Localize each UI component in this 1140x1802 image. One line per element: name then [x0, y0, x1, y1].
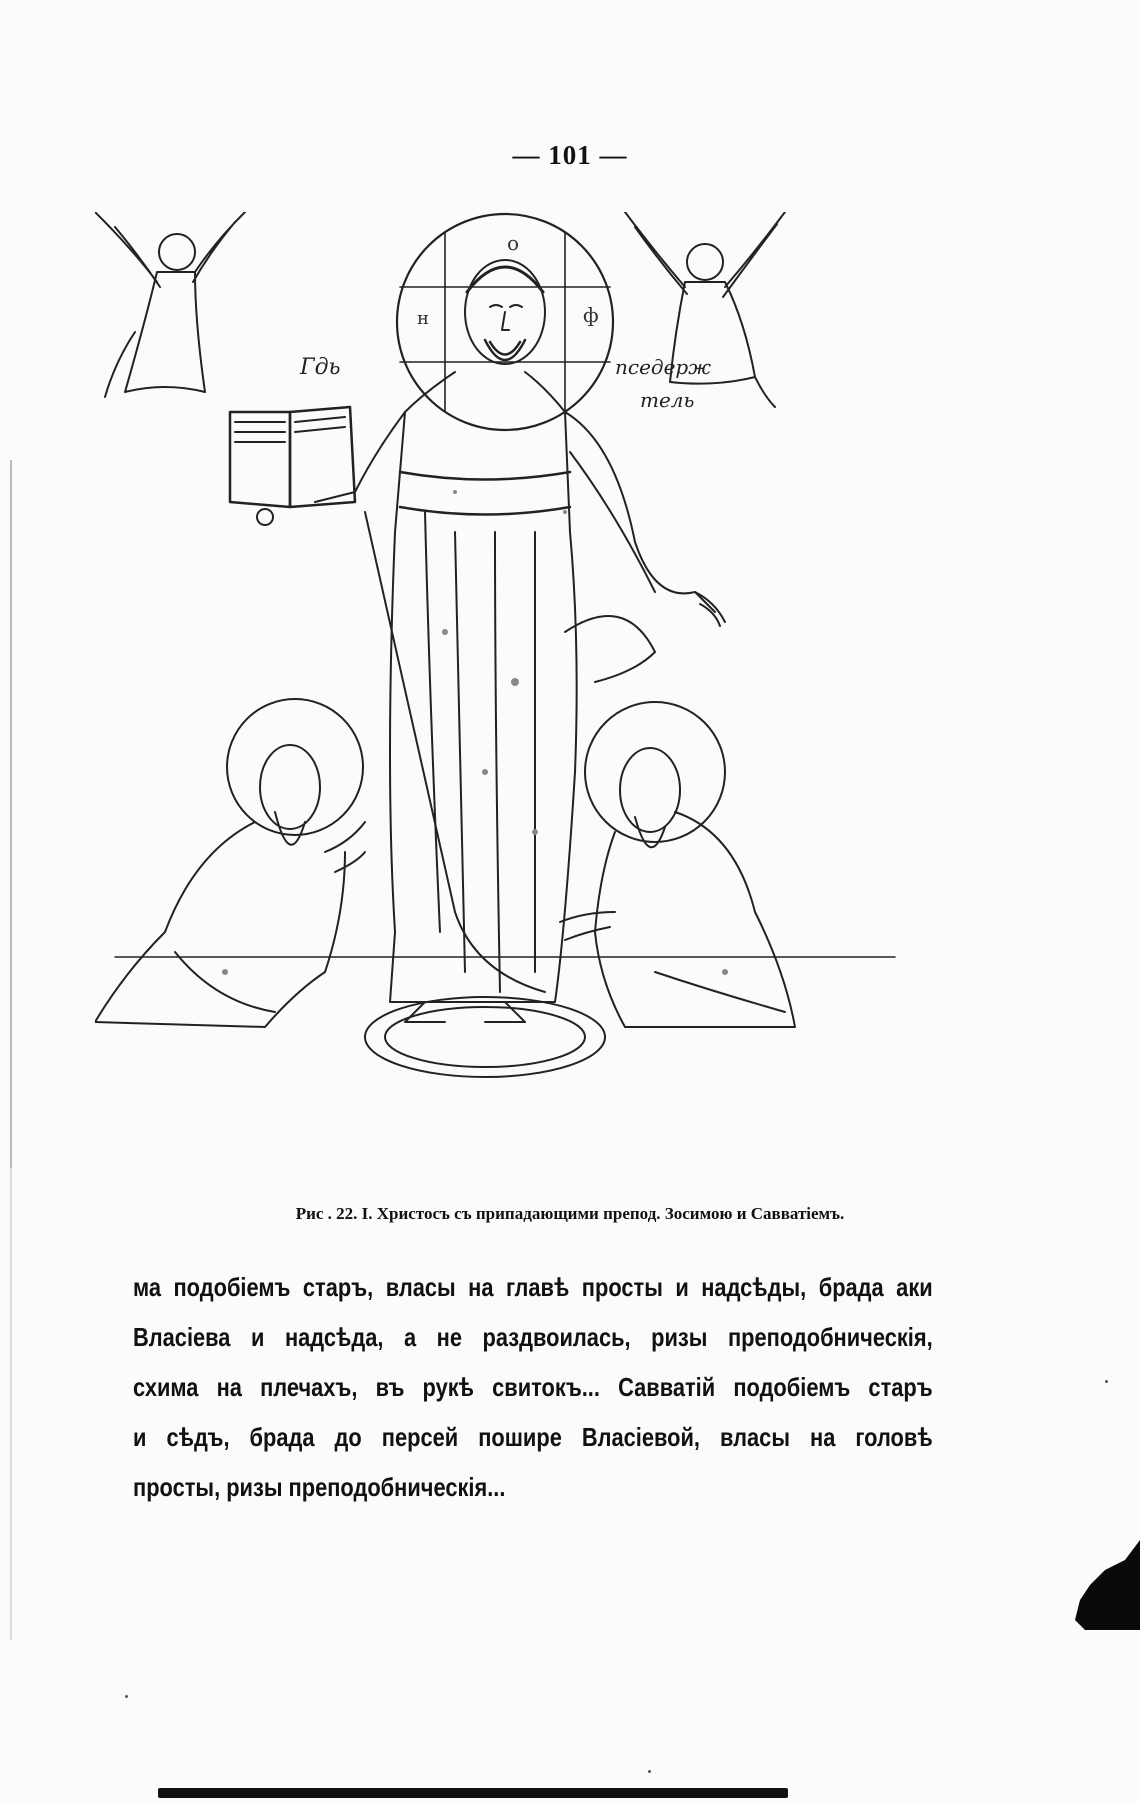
- illustration-christ-with-saints: [95, 212, 915, 1192]
- body-paragraph: [133, 1262, 933, 1512]
- text-line: ма подобіемъ старъ, власы на главѣ просты и надсѣды, брада аки: [133, 1272, 933, 1302]
- figure-caption: Рис . 22. I. Христосъ съ припадающими препод. Зосимою и Савватіемъ.: [295, 1204, 845, 1223]
- text-line: просты, ризы преподобническія...: [133, 1472, 506, 1502]
- ink-blot-mark: [1075, 1540, 1140, 1630]
- stipple-texture: [222, 490, 728, 975]
- speck: [125, 1695, 128, 1698]
- text-line: и сѣдъ, брада до персей пошире Власіевой, власы на головѣ: [133, 1422, 933, 1452]
- inscription-pantocrator: пседерж: [615, 355, 711, 379]
- bottom-rule: [158, 1788, 788, 1798]
- angel-left: [95, 212, 245, 397]
- halo-letter-left: н: [417, 308, 429, 329]
- saint-savvatiy: [560, 702, 795, 1027]
- christ-halo: [397, 214, 613, 430]
- speck: [648, 1770, 651, 1773]
- page-number: — 101 —: [512, 140, 628, 170]
- inscription-lord: Гдь: [300, 355, 341, 380]
- inscription-pantocrator-2: тель: [640, 388, 695, 412]
- page-edge-shadow: [10, 460, 12, 1640]
- open-book: [230, 407, 355, 525]
- christ-figure: [315, 372, 725, 1077]
- text-line: Власіева и надсѣда, а не раздвоилась, ризы преподобническія,: [133, 1322, 933, 1352]
- speck: [1105, 1380, 1108, 1383]
- text-line: схима на плечахъ, въ рукѣ свитокъ... Савватій подобіемъ старъ: [133, 1372, 933, 1402]
- christ-head: [465, 260, 545, 364]
- saint-zosima: [95, 699, 365, 1027]
- line-drawing: [95, 212, 915, 1192]
- halo-letter-right: ф: [583, 303, 599, 327]
- halo-letter-top: о: [507, 231, 520, 255]
